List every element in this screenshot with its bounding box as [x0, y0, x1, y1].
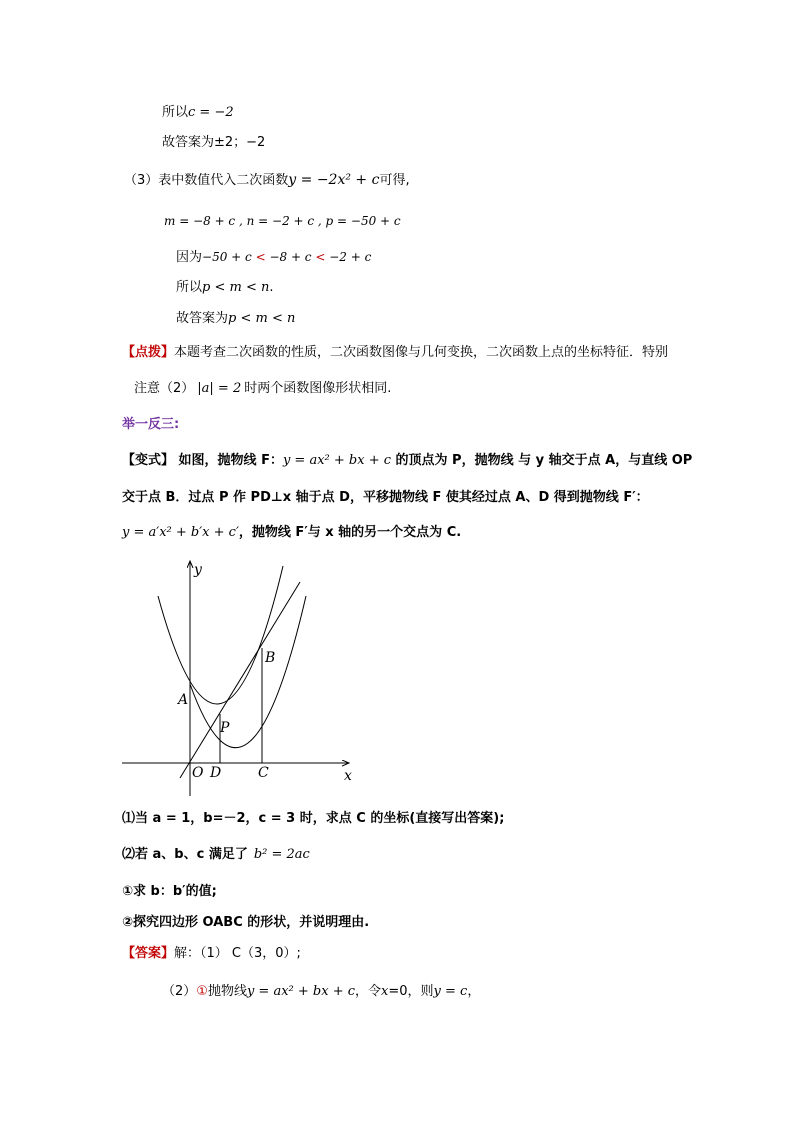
text: （2）: [162, 984, 197, 999]
answer-line-3: [176, 310, 295, 328]
label-P: P: [220, 720, 230, 736]
question-2: [122, 846, 310, 864]
tip-label: 【点拨】: [122, 345, 175, 360]
conclusion-c-line: [162, 104, 234, 122]
tip-text: 本题考查二次函数的性质，二次函数图像与几何变换，二次函数上点的坐标特征．特别: [174, 345, 669, 360]
text: 所以: [162, 105, 189, 120]
variant-line-3: [122, 524, 461, 542]
answer-text: 解：（1） C（3，0）;: [174, 946, 301, 961]
math: <: [311, 250, 330, 264]
tip-line-2: [134, 380, 391, 398]
text: ，令: [355, 984, 382, 999]
text: 故答案为±2；−2: [162, 135, 266, 150]
text: 注意（2）: [134, 381, 195, 396]
math: −8 + c: [269, 250, 312, 264]
answer-line: [122, 945, 301, 963]
circled-one: ①: [196, 984, 208, 999]
answer-line-2: [162, 983, 480, 1001]
text: 因为: [176, 250, 203, 265]
math: b² = 2ac: [253, 847, 310, 862]
text: 的顶点为 P，抛物线 与 y 轴交于点 A，与直线 OP: [391, 453, 693, 468]
line-OP: [180, 582, 300, 778]
parabola-F-prime: [190, 596, 306, 748]
text: ，: [467, 984, 481, 999]
label-A: A: [178, 692, 189, 708]
text: 所以: [176, 280, 203, 295]
math: y = c: [433, 984, 468, 999]
section-title: 举一反三:: [122, 417, 180, 432]
label-y: y: [194, 562, 202, 578]
text: 可得,: [379, 173, 410, 188]
answer-line-2: [162, 134, 265, 152]
text: 故答案为: [176, 311, 229, 326]
text: （3）表中数值代入二次函数: [124, 173, 289, 188]
label-D: D: [210, 765, 222, 781]
math: <: [251, 250, 270, 264]
text: =0，则: [388, 984, 434, 999]
question-1: ⑴当 a = 1，b=－2，c = 3 时，求点 C 的坐标(直接写出答案);: [122, 811, 505, 826]
text: ⑵若 a、b、c 满足了: [122, 847, 248, 862]
math: y = −2x² + c: [288, 172, 380, 188]
math: −2 + c: [329, 250, 372, 264]
math: −50 + c: [202, 250, 252, 264]
values-equation: m = −8 + c , n = −2 + c , p = −50 + c: [164, 214, 401, 228]
so-line: [176, 279, 274, 297]
question-2b: ②探究四边形 OABC 的形状，并说明理由.: [122, 915, 370, 930]
label-B: B: [265, 650, 276, 666]
question-2a: ①求 b：b′的值;: [122, 884, 217, 899]
math: c = −2: [188, 105, 234, 120]
text: .: [269, 280, 274, 295]
label-O: O: [192, 765, 204, 781]
label-x: x: [344, 768, 352, 784]
variant-label: 【变式】: [122, 453, 175, 468]
math: p < m < n: [202, 280, 270, 295]
math: x: [381, 984, 389, 999]
math: |a| = 2: [197, 381, 242, 396]
text: ，抛物线 F′与 x 轴的另一个交点为 C.: [238, 525, 462, 540]
variant-line-2: 交于点 B．过点 P 作 PD⊥x 轴于点 D，平移抛物线 F 使其经过点 A、D 得到抛物线 F′：: [122, 490, 649, 505]
text: 时两个函数图像形状相同.: [244, 381, 392, 396]
math: y = ax² + bx + c: [282, 453, 391, 468]
tip-line-1: [122, 344, 668, 362]
answer-label: 【答案】: [122, 946, 175, 961]
part3-intro: [124, 171, 410, 190]
math: p < m < n: [228, 311, 296, 326]
parabola-F: [158, 566, 283, 704]
text: 抛物线: [207, 984, 247, 999]
math: y = ax² + bx + c: [246, 984, 355, 999]
text: 如图，抛物线 F：: [174, 453, 283, 468]
label-C: C: [258, 765, 269, 781]
variant-line-1: [122, 452, 692, 470]
math: y = a′x² + b′x + c′: [122, 525, 239, 540]
parabola-figure: [118, 556, 368, 796]
because-line: [176, 248, 371, 267]
